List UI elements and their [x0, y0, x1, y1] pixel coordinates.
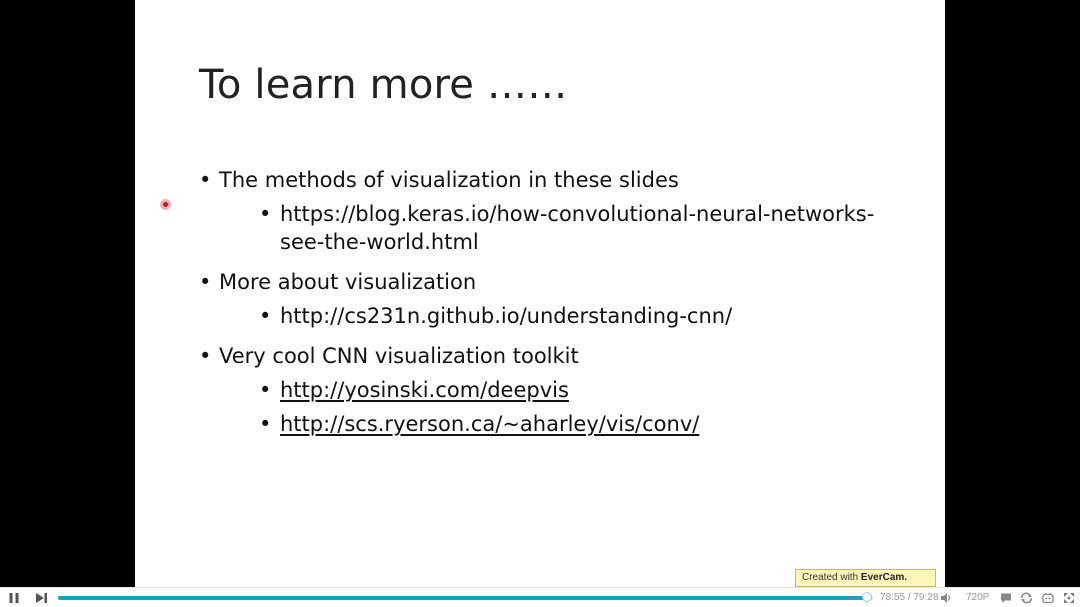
laser-pointer-cursor	[160, 199, 171, 210]
evercam-watermark	[795, 569, 936, 587]
link-cs231n[interactable]: http://cs231n.github.io/understanding-cnn/	[280, 304, 733, 328]
quality-selector[interactable]: 720P	[966, 592, 990, 603]
sub-bullet-list	[219, 302, 899, 330]
progress-fill	[58, 596, 867, 600]
progress-thumb[interactable]	[862, 592, 872, 602]
fullscreen-icon	[1063, 592, 1075, 604]
pause-button[interactable]	[6, 590, 22, 606]
time-display: 78:55 / 79:28	[880, 592, 939, 603]
watermark-prefix: Created with	[802, 572, 859, 583]
settings-button[interactable]	[1041, 590, 1055, 606]
sub-bullet-item	[259, 376, 899, 404]
bullet-list	[199, 166, 899, 450]
skip-next-icon	[35, 592, 48, 604]
link-deepvis[interactable]: http://yosinski.com/deepvis	[280, 378, 569, 402]
bullet-label: • Very cool CNN visualization toolkit	[219, 344, 579, 368]
sub-bullet-list	[219, 200, 899, 256]
bullet-item	[199, 342, 899, 438]
watermark-brand: EverCam.	[860, 572, 908, 583]
sub-bullet-item	[259, 410, 899, 438]
progress-bar[interactable]	[58, 596, 873, 600]
bullet-item	[199, 268, 899, 330]
pause-icon	[8, 592, 20, 604]
volume-icon	[940, 592, 952, 604]
comment-icon	[1000, 592, 1012, 604]
slide-title: To learn more ……	[199, 62, 568, 108]
link-ryerson-conv[interactable]: http://scs.ryerson.ca/~aharley/vis/conv/	[280, 412, 700, 436]
player-control-bar	[0, 587, 1080, 607]
comment-button[interactable]	[999, 590, 1013, 606]
sub-bullet-list	[219, 376, 899, 438]
loop-button[interactable]	[1019, 590, 1033, 606]
bullet-label: • The methods of visualization in these slides	[219, 168, 679, 192]
sub-bullet-item	[259, 302, 899, 330]
bullet-label: • More about visualization	[219, 270, 477, 294]
sub-bullet-item	[259, 200, 899, 256]
loop-icon	[1020, 592, 1033, 604]
fullscreen-button[interactable]	[1062, 590, 1076, 606]
volume-button[interactable]	[939, 590, 953, 606]
skip-next-button[interactable]	[33, 590, 49, 606]
settings-icon	[1042, 592, 1054, 604]
bullet-item	[199, 166, 899, 256]
link-keras-blog[interactable]: https://blog.keras.io/how-convolutional-neural-networks-see-the-world.html	[280, 202, 875, 254]
slide-frame	[135, 0, 945, 587]
